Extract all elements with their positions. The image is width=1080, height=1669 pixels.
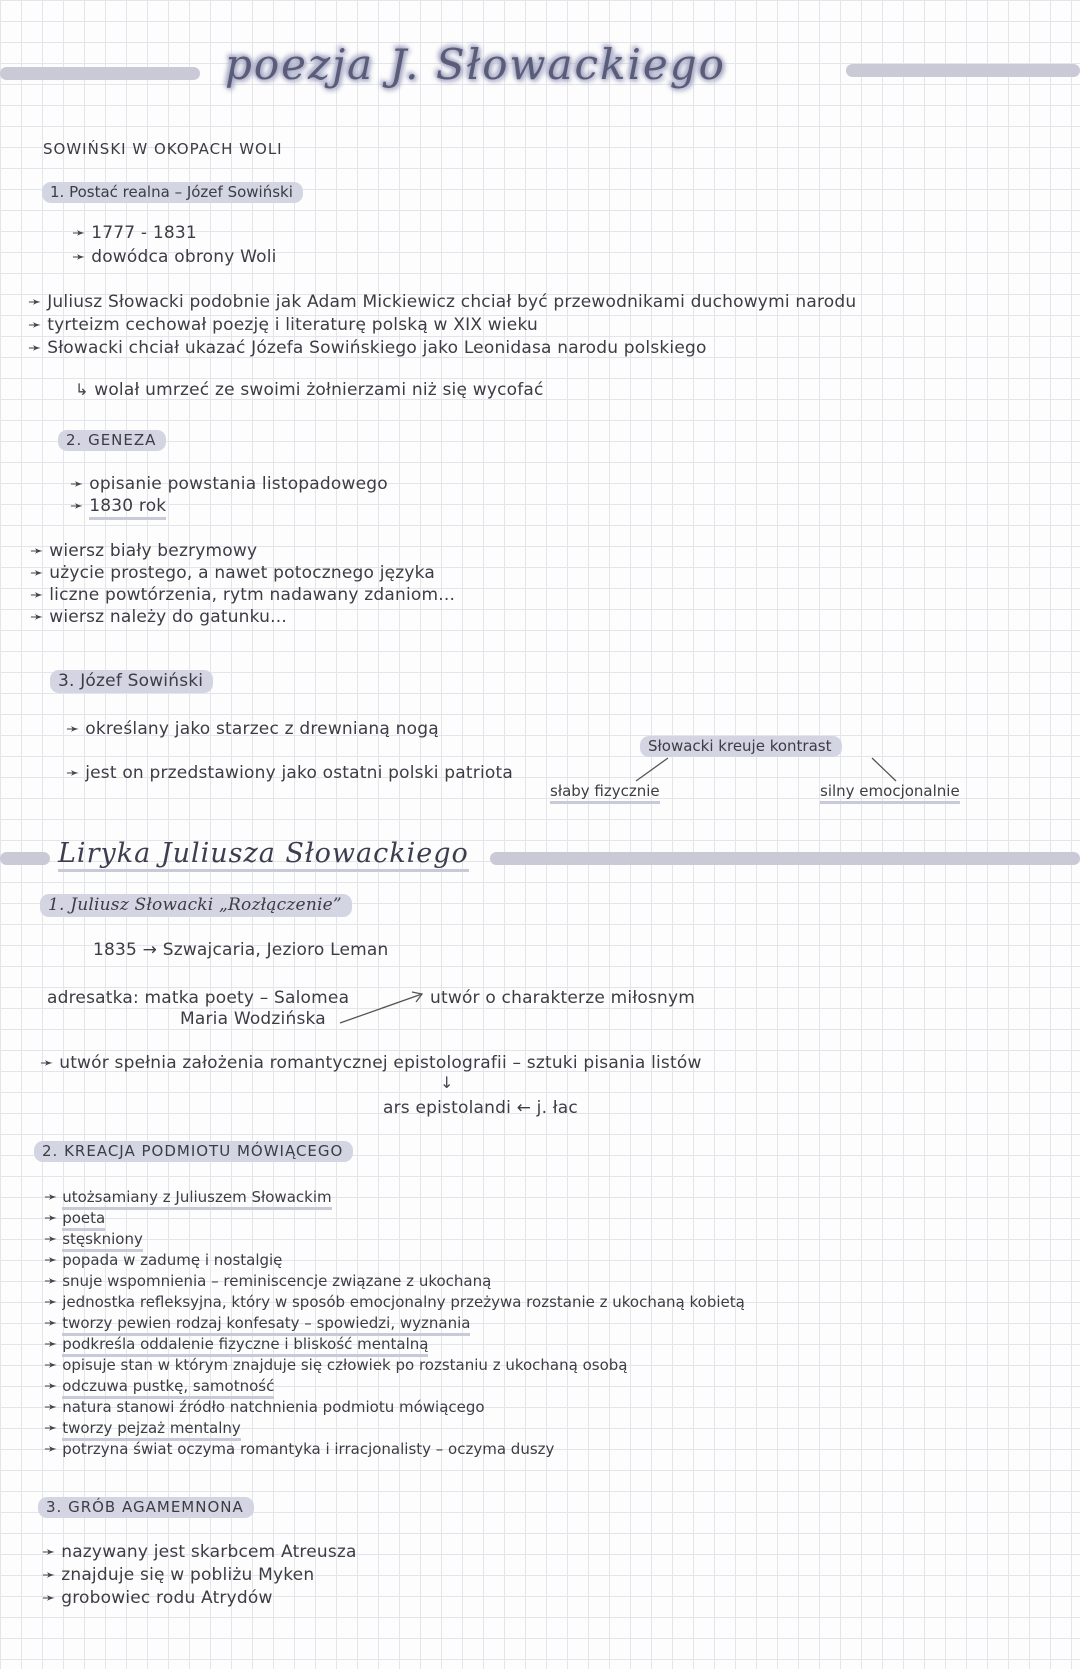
arrow-icon: ➛ — [44, 1418, 58, 1437]
note-text: Słowacki chciał ukazać Józefa Sowińskiego jako Leonidasa narodu polskiego — [47, 338, 707, 358]
arrow-icon: ➛ — [44, 1313, 58, 1332]
down-arrow-icon: ↓ — [440, 1073, 454, 1092]
s2-item-0 — [44, 1187, 332, 1206]
s2-item-6 — [44, 1313, 470, 1332]
item-text: opisuje stan w którym znajduje się człowiek po rozstaniu z ukochaną osobą — [62, 1356, 628, 1374]
note-sub-text: wolał umrzeć ze swoimi żołnierzami niż się wycofać — [94, 380, 544, 400]
item-text: stęskniony — [62, 1230, 143, 1252]
s2-item-1 — [44, 1208, 105, 1227]
bullet-text: użycie prostego, a nawet potocznego języka — [49, 563, 436, 583]
arrow-icon: ➛ — [44, 1187, 58, 1206]
arrow-icon: ➛ — [28, 292, 42, 311]
arrow-icon: ➛ — [66, 763, 80, 782]
arrow-icon: ➛ — [28, 315, 42, 334]
item-text: 1777 - 1831 — [91, 223, 197, 243]
s2-item-10 — [44, 1397, 485, 1416]
arrow-icon: ➛ — [30, 563, 44, 582]
page-title: poezja J. Słowackiego — [225, 40, 726, 89]
item-text: podkreśla oddalenie fizyczne i bliskość mentalną — [62, 1335, 428, 1357]
point2-label: 2. GENEZA — [58, 430, 166, 451]
bullet-text: wiersz biały bezrymowy — [49, 541, 258, 561]
s2-item-2 — [44, 1229, 143, 1248]
s2-addressee-label: adresatka: matka poety – Salomea — [47, 988, 350, 1008]
point3-label: 3. Józef Sowiński — [50, 670, 213, 693]
item-text: popada w zadumę i nostalgię — [62, 1251, 283, 1269]
contrast-title: Słowacki kreuje kontrast — [640, 736, 842, 757]
item-text: nazywany jest skarbcem Atreusza — [61, 1542, 357, 1562]
s2-epistolography — [40, 1053, 702, 1073]
arrow-icon: ➛ — [42, 1542, 56, 1561]
item-text: jednostka refleksyjna, który w sposób emocjonalny przeżywa rozstanie z ukochaną kobietą — [62, 1293, 745, 1311]
arrow-icon: ➛ — [72, 223, 86, 242]
item-text: tworzy pejzaż mentalny — [62, 1419, 241, 1441]
corner-arrow-icon: ↳ — [75, 380, 89, 399]
item-text: potrzyna świat oczyma romantyka i irracjonalisty – oczyma duszy — [62, 1440, 555, 1458]
arrow-icon: ➛ — [70, 496, 84, 515]
arrow-icon: ➛ — [44, 1271, 58, 1290]
arrow-icon: ➛ — [42, 1588, 56, 1607]
arrow-icon: ➛ — [44, 1208, 58, 1227]
arrow-icon: ➛ — [42, 1565, 56, 1584]
arrow-icon: ➛ — [30, 585, 44, 604]
section1-heading: SOWIŃSKI W OKOPACH WOLI — [43, 140, 283, 158]
contrast-left: słaby fizycznie — [550, 782, 660, 804]
s2-item-3 — [44, 1250, 282, 1269]
s2-item-12 — [44, 1439, 554, 1458]
item-text: jest on przedstawiony jako ostatni polski patriota — [85, 763, 513, 783]
s2-point3-label: 3. GRÓB AGAMEMNONA — [38, 1497, 254, 1518]
arrow-icon: ➛ — [30, 541, 44, 560]
arrow-icon: ➛ — [44, 1355, 58, 1374]
note-text: tyrteizm cechował poezję i literaturę polską w XIX wieku — [47, 315, 538, 335]
contrast-line-right — [872, 758, 896, 781]
contrast-right: silny emocjonalnie — [820, 782, 960, 804]
arrow-icon: ➛ — [44, 1229, 58, 1248]
s2-date: 1835 → Szwajcaria, Jezioro Leman — [93, 940, 389, 960]
item-text: odczuwa pustkę, samotność — [62, 1377, 274, 1399]
s2-item-8 — [44, 1355, 627, 1374]
s2-ars: ars epistolandi ← j. łac — [383, 1098, 578, 1118]
s2-item-4 — [44, 1271, 491, 1290]
note-text: Juliusz Słowacki podobnie jak Adam Mickiewicz chciał być przewodnikami duchowymi narodu — [47, 292, 857, 312]
point1-label: 1. Postać realna – Józef Sowiński — [42, 182, 303, 203]
item-text: opisanie powstania listopadowego — [89, 474, 388, 494]
s2-item-11 — [44, 1418, 241, 1437]
s2-point1-label: 1. Juliusz Słowacki „Rozłączenie” — [40, 894, 352, 917]
arrow-icon: ➛ — [28, 338, 42, 357]
s2-item-9 — [44, 1376, 274, 1395]
bullet-text: liczne powtórzenia, rytm nadawany zdaniom... — [49, 585, 456, 605]
bullet-text: wiersz należy do gatunku... — [49, 607, 287, 627]
item-text: natura stanowi źródło natchnienia podmiotu mówiącego — [62, 1398, 485, 1416]
s2-item-5 — [44, 1292, 745, 1311]
section2-title: Liryka Juliusza Słowackiego — [58, 838, 469, 872]
arrow-icon: ➛ — [70, 474, 84, 493]
item-text: znajduje się w pobliżu Myken — [61, 1565, 315, 1585]
epistolography-text: utwór spełnia założenia romantycznej epistolografii – sztuki pisania listów — [59, 1053, 702, 1073]
arrow-icon: ➛ — [44, 1250, 58, 1269]
arrow-icon: ➛ — [44, 1376, 58, 1395]
s2-addressee-name: Maria Wodzińska — [180, 1009, 326, 1029]
s2-point2-label: 2. KREACJA PODMIOTU MÓWIĄCEGO — [34, 1141, 353, 1162]
arrow-icon: ➛ — [44, 1397, 58, 1416]
item-text: 1830 rok — [89, 496, 166, 520]
item-text: poeta — [62, 1209, 105, 1231]
arrow-icon: ➛ — [40, 1053, 54, 1072]
s2-p3-item-2 — [42, 1588, 273, 1608]
arrow-icon: ➛ — [44, 1292, 58, 1311]
item-text: snuje wspomnienia – reminiscencje związane z ukochaną — [62, 1272, 492, 1290]
arrow-icon: ➛ — [44, 1334, 58, 1353]
item-text: tworzy pewien rodzaj konfesaty – spowiedzi, wyznania — [62, 1314, 470, 1336]
item-text: utożsamiany z Juliuszem Słowackim — [62, 1188, 331, 1210]
item-text: grobowiec rodu Atrydów — [61, 1588, 273, 1608]
item-text: określany jako starzec z drewnianą nogą — [85, 719, 439, 739]
s2-p3-item-0 — [42, 1542, 357, 1562]
arrow-icon: ➛ — [30, 607, 44, 626]
arrow-icon: ➛ — [44, 1439, 58, 1458]
s2-item-7 — [44, 1334, 428, 1353]
contrast-line-left — [636, 758, 668, 781]
arrow-icon: ➛ — [72, 247, 86, 266]
s2-p3-item-1 — [42, 1565, 314, 1585]
arrow-icon: ➛ — [66, 719, 80, 738]
item-text: dowódca obrony Woli — [91, 247, 277, 267]
addressee-arrow-line — [340, 994, 422, 1023]
s2-character: utwór o charakterze miłosnym — [430, 988, 695, 1008]
